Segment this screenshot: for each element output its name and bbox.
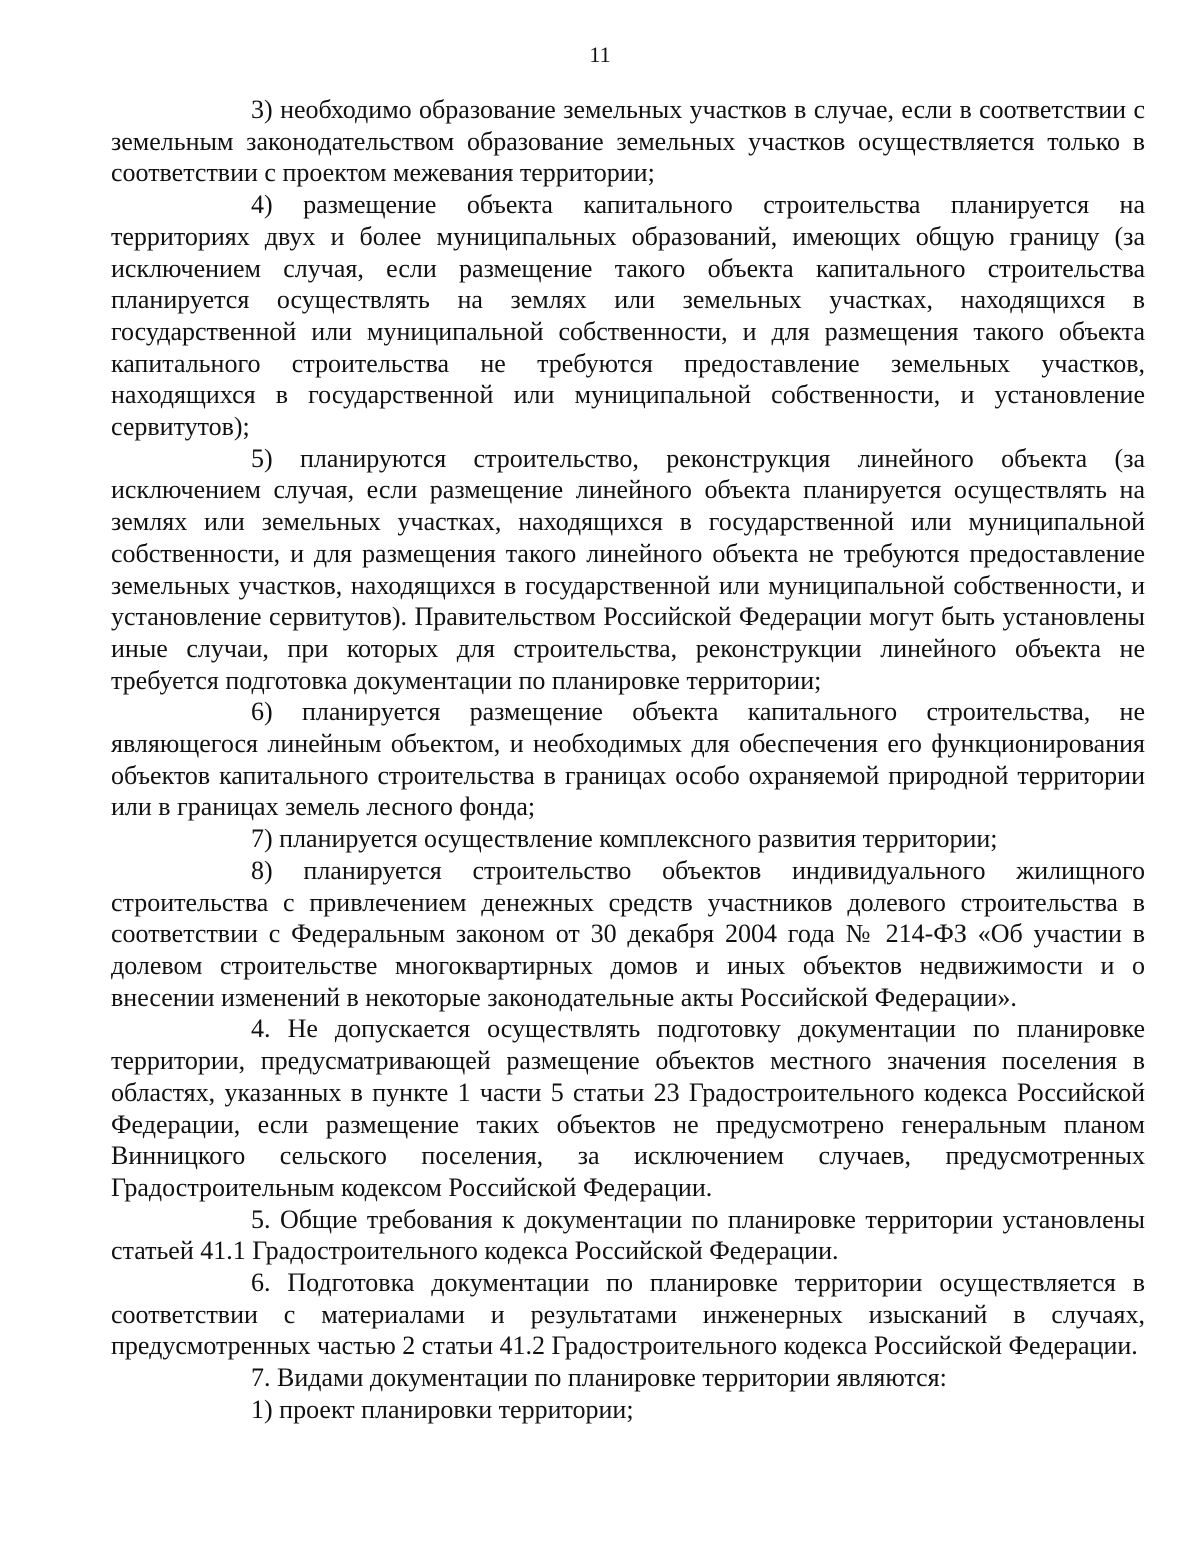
- paragraph-item-5: [111, 443, 1145, 697]
- paragraph-item-8: [111, 855, 1145, 1014]
- paragraph-section-7: [111, 1362, 1145, 1394]
- paragraph-text: Видами документации по планировке территории являются:: [277, 1363, 947, 1393]
- paragraph-text: планируется строительство объектов индивидуального жилищного строительства с привлечением денежных средств участников долевого строительства в соответствии с Федеральным законом от 30 декабря 2004 года № 214-ФЗ «Об участии в долевом строительстве многоквартирных домов и иных объектов недвижимости и о внесении изменений в некоторые законодательные акты Российской Федерации».: [111, 855, 1146, 1012]
- paragraph-text: планируются строительство, реконструкция линейного объекта (за исключением случая, если размещение линейного объекта планируется осуществлять на землях или земельных участках, находящихся в государственной или муниципальной собственности, и для размещения такого линейного объекта не требуются предоставление земельных участков, находящихся в государственной или муниципальной собственности, и установление сервитутов). Правительством Российской Федерации могут быть установлены иные случаи, при которых для строительства, реконструкции линейного объекта не требуется подготовка документации по планировке территории;: [111, 443, 1146, 695]
- paragraph-item-7: [111, 823, 1145, 855]
- paragraph-text: планируется размещение объекта капитального строительства, не являющегося линейным объектом, и необходимых для обеспечения его функционирования объектов капитального строительства в границах особо охраняемой природной территории или в границах земель лесного фонда;: [111, 697, 1146, 822]
- section-number: 6.: [251, 1268, 271, 1298]
- paragraph-item-1: [111, 1394, 1145, 1426]
- section-number: 4.: [251, 1014, 271, 1044]
- paragraph-section-4: [111, 1013, 1145, 1203]
- section-number: 5.: [251, 1204, 271, 1234]
- item-number: 7): [251, 824, 273, 854]
- page-number: 11: [589, 42, 611, 67]
- item-number: 3): [251, 95, 273, 124]
- paragraph-text: планируется осуществление комплексного развития территории;: [279, 824, 998, 854]
- section-number: 7.: [251, 1363, 271, 1393]
- paragraph-item-4: [111, 189, 1145, 443]
- paragraph-text: Не допускается осуществлять подготовку документации по планировке территории, предусматривающей размещение объектов местного значения поселения в областях, указанных в пункте 1 части 5 статьи 23 Градостроительного кодекса Российской Федерации, если размещение таких объектов не предусмотрено генеральным планом Винницкого сельского поселения, за исключением случаев, предусмотренных Градостроительным кодексом Российской Федерации.: [111, 1014, 1146, 1202]
- paragraph-item-6: [111, 696, 1145, 823]
- item-number: 5): [251, 443, 273, 473]
- paragraph-section-6: [111, 1267, 1145, 1362]
- item-number: 1): [251, 1394, 273, 1424]
- paragraph-text: размещение объекта капитального строительства планируется на территориях двух и более муниципальных образований, имеющих общую границу (за исключением случая, если размещение такого объекта капитального строительства планируется осуществлять на землях или земельных участках, находящихся в государственной или муниципальной собственности, и для размещения такого объекта капитального строительства не требуются предоставление земельных участков, находящихся в государственной или муниципальной собственности, и установление сервитутов);: [111, 190, 1145, 442]
- paragraph-text: Общие требования к документации по планировке территории установлены статьей 41.1 Градостроительного кодекса Российской Федерации.: [111, 1204, 1146, 1266]
- paragraph-text: необходимо образование земельных участков в случае, если в соответствии с земельным законодательством образование земельных участков осуществляется только в соответствии с проектом межевания территории;: [111, 95, 1145, 188]
- item-number: 4): [251, 190, 273, 220]
- item-number: 8): [251, 855, 273, 885]
- paragraph-section-5: [111, 1204, 1145, 1267]
- document-body: [111, 94, 1145, 1426]
- paragraph-text: проект планировки территории;: [279, 1394, 634, 1424]
- paragraph-text: Подготовка документации по планировке территории осуществляется в соответствии с материалами и результатами инженерных изысканий в случаях, предусмотренных частью 2 статьи 41.2 Градостроительного кодекса Российской Федерации.: [111, 1268, 1145, 1361]
- paragraph-item-3: [111, 94, 1145, 189]
- item-number: 6): [251, 697, 273, 727]
